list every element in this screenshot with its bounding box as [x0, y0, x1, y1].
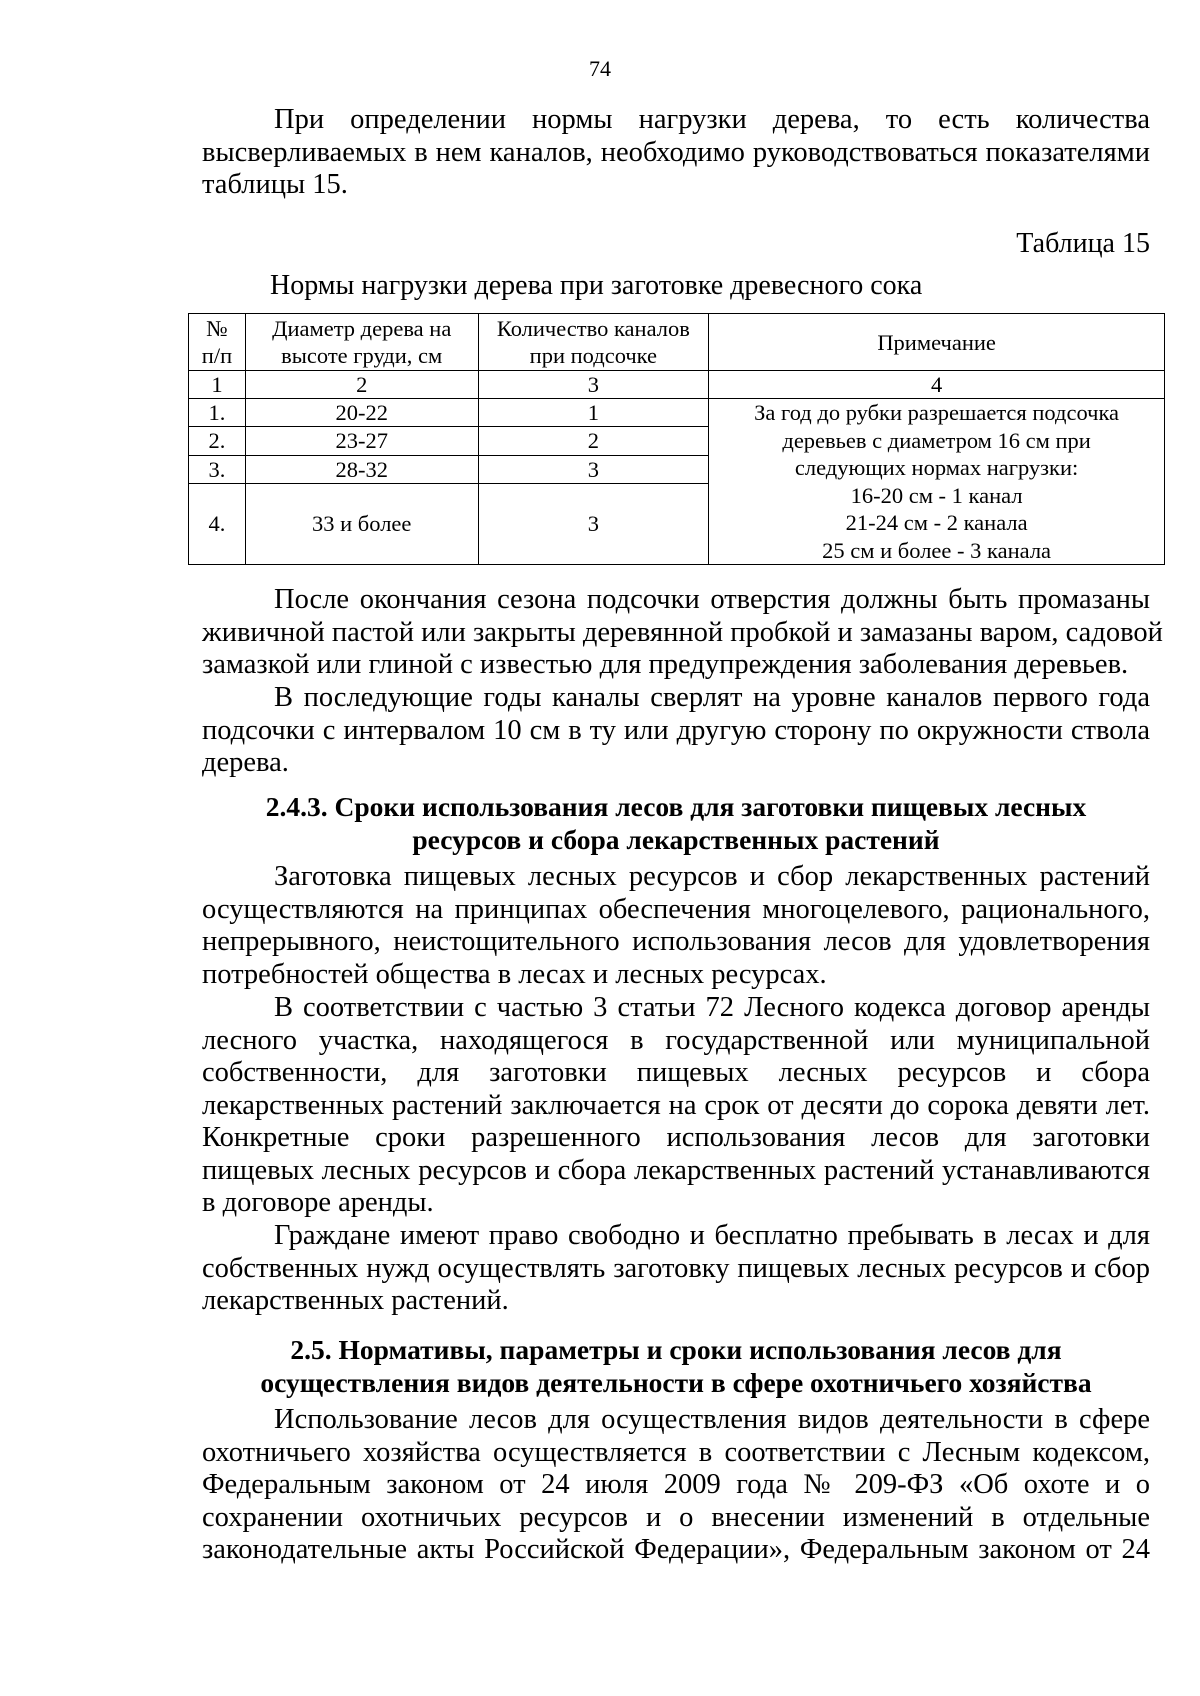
row-diameter: 23-27 [245, 427, 478, 455]
column-number: 1 [189, 371, 246, 399]
note-line: 21-24 см - 2 канала [845, 510, 1028, 535]
header-cell: Диаметр дерева на высоте груди, см [245, 314, 478, 371]
text-line: собственных нужд осуществлять заготовку пищевых лесных ресурсов и сбор [202, 1252, 1150, 1284]
heading-line: осуществления видов деятельности в сфере охотничьего хозяйства [260, 1367, 1092, 1398]
intro-paragraph [202, 104, 1150, 202]
row-channels: 1 [478, 399, 709, 427]
row-diameter: 33 и более [245, 483, 478, 564]
text-line: Заготовка пищевых лесных ресурсов и сбор лекарственных растений [274, 861, 1150, 892]
text-line: замазкой или глиной с известью для предупреждения заболевания деревьев. [202, 649, 1129, 680]
row-channels: 3 [478, 483, 709, 564]
row-number: 3. [189, 455, 246, 483]
text-line: осуществляются на принципах обеспечения многоцелевого, рационального, [202, 893, 1150, 925]
heading-line: ресурсов и сбора лекарственных растений [412, 824, 940, 855]
row-number: 4. [189, 483, 246, 564]
text-line: пищевых лесных ресурсов и сбора лекарственных растений устанавливаются [202, 1154, 1150, 1186]
header-cell: № п/п [189, 314, 246, 371]
header-cell: Количество каналов при подсочке [478, 314, 709, 371]
text-line: в договоре аренды. [202, 1187, 434, 1218]
text-line: непрерывного, неистощительного использования лесов для удовлетворения [202, 926, 1150, 957]
paragraph-next-years [202, 682, 1150, 780]
column-number: 3 [478, 371, 709, 399]
text-line: Использование лесов для осуществления видов деятельности в сфере [274, 1404, 1150, 1435]
paragraph-harvest-principles [202, 861, 1150, 991]
text-line: сохранении охотничьих ресурсов и о внесении изменений в отдельные [202, 1501, 1150, 1533]
text-line: лекарственных растений заключается на срок от десяти до сорока девяти лет. [202, 1089, 1150, 1121]
section-heading-2-5 [202, 1333, 1150, 1399]
text-line: лесного участка, находящегося в государственной или муниципальной [202, 1024, 1150, 1056]
note-line: 16-20 см - 1 канал [850, 482, 1023, 508]
text-line: Граждане имеют право свободно и бесплатно пребывать в лесах и для [274, 1220, 1150, 1251]
note-line: За год до рубки разрешается подсочка [754, 400, 1120, 425]
column-number: 2 [245, 371, 478, 399]
text-line: охотничьего хозяйства осуществляется в соответствии с Лесным кодексом, [202, 1436, 1150, 1468]
text-line: подсочки с интервалом 10 см в ту или другую сторону по окружности ствола [202, 714, 1150, 746]
text-line: В соответствии с частью 3 статьи 72 Лесного кодекса договор аренды [274, 992, 1150, 1023]
table-header-row [189, 314, 1165, 371]
text-line: собственности, для заготовки пищевых лесных ресурсов и сбора [202, 1057, 1150, 1088]
text-line: высверливаемых в нем каналов, необходимо руководствоваться показателями [202, 136, 1150, 168]
table-caption: Нормы нагрузки дерева при заготовке древесного сока [270, 270, 923, 301]
text-line: законодательные акты Российской Федерации», Федеральным законом от 24 [202, 1534, 1150, 1565]
table-label: Таблица 15 [1016, 228, 1150, 259]
row-number: 2. [189, 427, 246, 455]
section-heading-2-4-3 [202, 790, 1150, 856]
text-line: таблицы 15. [202, 169, 348, 200]
heading-line: 2.4.3. Сроки использования лесов для заготовки пищевых лесных [265, 791, 1087, 822]
heading-line: 2.5. Нормативы, параметры и сроки использования лесов для [290, 1334, 1062, 1365]
column-number-row [189, 371, 1165, 399]
paragraph-lease-terms [202, 992, 1150, 1220]
text-line: живичной пастой или закрыты деревянной пробкой и замазаны варом, садовой [202, 616, 1163, 648]
text-line: Федеральным законом от 24 июля 2009 года № 209-ФЗ «Об охоте и о [202, 1469, 1150, 1500]
paragraph-hunting-use [202, 1404, 1150, 1567]
text-line: Конкретные сроки разрешенного использования лесов для заготовки [202, 1122, 1150, 1153]
column-number: 4 [709, 371, 1165, 399]
text-line: дерева. [202, 747, 289, 778]
header-cell: Примечание [709, 314, 1165, 371]
text-line: потребностей общества в лесах и лесных ресурсах. [202, 958, 827, 990]
page-number: 74 [589, 56, 611, 81]
table-row [189, 399, 1165, 427]
text-line: лекарственных растений. [202, 1285, 509, 1316]
row-channels: 3 [478, 455, 709, 483]
row-diameter: 28-32 [245, 455, 478, 483]
note-line: деревьев с диаметром 16 см при [782, 427, 1091, 453]
note-line: следующих нормах нагрузки: [794, 455, 1079, 480]
row-channels: 2 [478, 427, 709, 455]
paragraph-citizens-rights [202, 1220, 1150, 1318]
row-number: 1. [189, 399, 246, 427]
paragraph-hole-sealing [202, 584, 1163, 682]
text-line: При определении нормы нагрузки дерева, то есть количества [274, 104, 1150, 135]
note-cell [709, 399, 1165, 565]
text-line: После окончания сезона подсочки отверстия должны быть промазаны [274, 584, 1150, 615]
norms-table [188, 313, 1165, 565]
row-diameter: 20-22 [245, 399, 478, 427]
text-line: В последующие годы каналы сверлят на уровне каналов первого года [274, 682, 1150, 713]
note-line: 25 см и более - 3 канала [822, 537, 1052, 563]
